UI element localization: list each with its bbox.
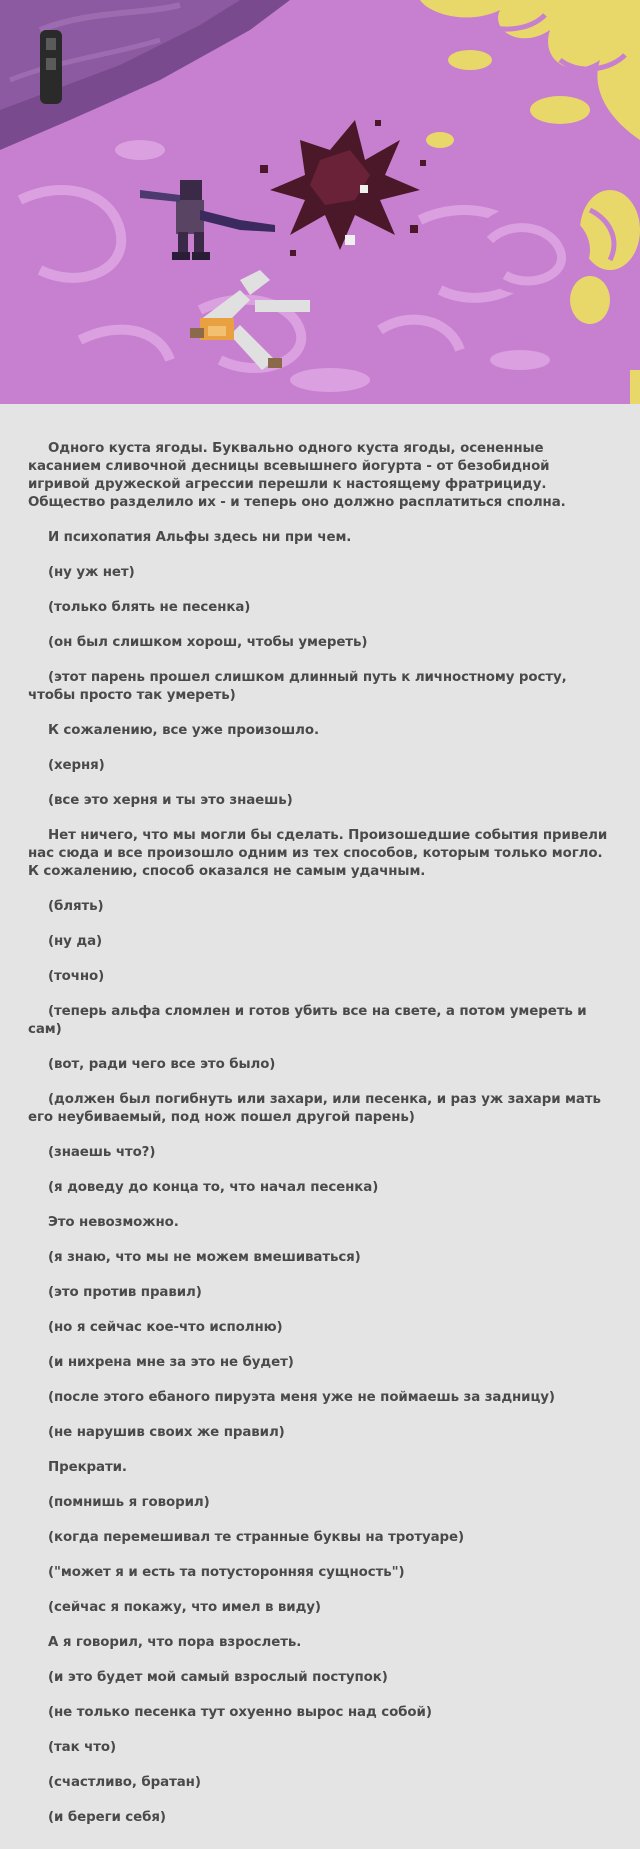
- story-paragraph: (и это будет мой самый взрослый поступок): [48, 1670, 388, 1685]
- story-paragraph: (помнишь я говорил): [48, 1495, 210, 1510]
- story-paragraph: Это невозможно.: [48, 1215, 179, 1230]
- story-paragraph: (ну уж нет): [48, 565, 135, 580]
- story-paragraph: (ну да): [48, 934, 103, 949]
- game-scene: [0, 0, 640, 404]
- scene-art: [0, 0, 640, 404]
- story-paragraph: А я говорил, что пора взрослеть.: [48, 1635, 302, 1650]
- story-paragraph: (знаешь что?): [48, 1145, 156, 1160]
- story-paragraph: (должен был погибнуть или захари, или песенка, и раз уж захари мать его неубиваемый, под нож пошел другой парень): [28, 1092, 601, 1125]
- story-paragraph: (херня): [48, 758, 105, 773]
- story-paragraph: (теперь альфа сломлен и готов убить все на свете, а потом умереть и сам): [28, 1004, 587, 1037]
- story-paragraph: Одного куста ягоды. Буквально одного куста ягоды, осененные касанием сливочной десницы всевышнего йогурта - от безобидной игривой дружеской агрессии перешли к настоящему фратрициду. Общество разделило их - и теперь оно должно расплатиться сполна.: [28, 441, 566, 510]
- story-paragraph: (я знаю, что мы не можем вмешиваться): [48, 1250, 361, 1265]
- story-paragraph: Нет ничего, что мы могли бы сделать. Произошедшие события привели нас сюда и все произошло одним из тех способов, которым только могло. К сожалению, способ оказался не самым удачным.: [28, 828, 608, 879]
- story-text: [0, 404, 640, 1849]
- story-paragraph: (этот парень прошел слишком длинный путь к личностному росту, чтобы просто так умереть): [28, 670, 567, 703]
- yellow-edge: [630, 370, 640, 404]
- story-paragraph: (и нихрена мне за это не будет): [48, 1355, 294, 1370]
- story-paragraph: (не только песенка тут охуенно вырос над собой): [48, 1705, 432, 1720]
- story-paragraph: (все это херня и ты это знаешь): [48, 793, 293, 808]
- story-paragraph: ("может я и есть та потусторонняя сущность"): [48, 1565, 405, 1580]
- story-paragraph: (я доведу до конца то, что начал песенка): [48, 1180, 379, 1195]
- story-paragraph: (но я сейчас кое-что исполню): [48, 1320, 283, 1335]
- story-paragraph: (вот, ради чего все это было): [48, 1057, 276, 1072]
- story-paragraph: (только блять не песенка): [48, 600, 251, 615]
- story-paragraph: (он был слишком хорош, чтобы умереть): [48, 635, 368, 650]
- story-paragraph: (так что): [48, 1740, 117, 1755]
- story-paragraph: (когда перемешивал те странные буквы на тротуаре): [48, 1530, 465, 1545]
- story-paragraph: (это против правил): [48, 1285, 202, 1300]
- story-paragraph: (и береги себя): [48, 1810, 166, 1825]
- story-paragraph: (точно): [48, 969, 105, 984]
- story-paragraph: (счастливо, братан): [48, 1775, 201, 1790]
- story-paragraph: К сожалению, все уже произошло.: [48, 723, 319, 738]
- story-paragraph: (сейчас я покажу, что имел в виду): [48, 1600, 321, 1615]
- story-paragraph: (не нарушив своих же правил): [48, 1425, 285, 1440]
- story-paragraph: (блять): [48, 899, 104, 914]
- pill-icon: [40, 30, 62, 104]
- story-paragraph: (после этого ебаного пируэта меня уже не поймаешь за задницу): [48, 1390, 555, 1405]
- story-paragraph: И психопатия Альфы здесь ни при чем.: [48, 530, 352, 545]
- story-paragraph: Прекрати.: [48, 1460, 127, 1475]
